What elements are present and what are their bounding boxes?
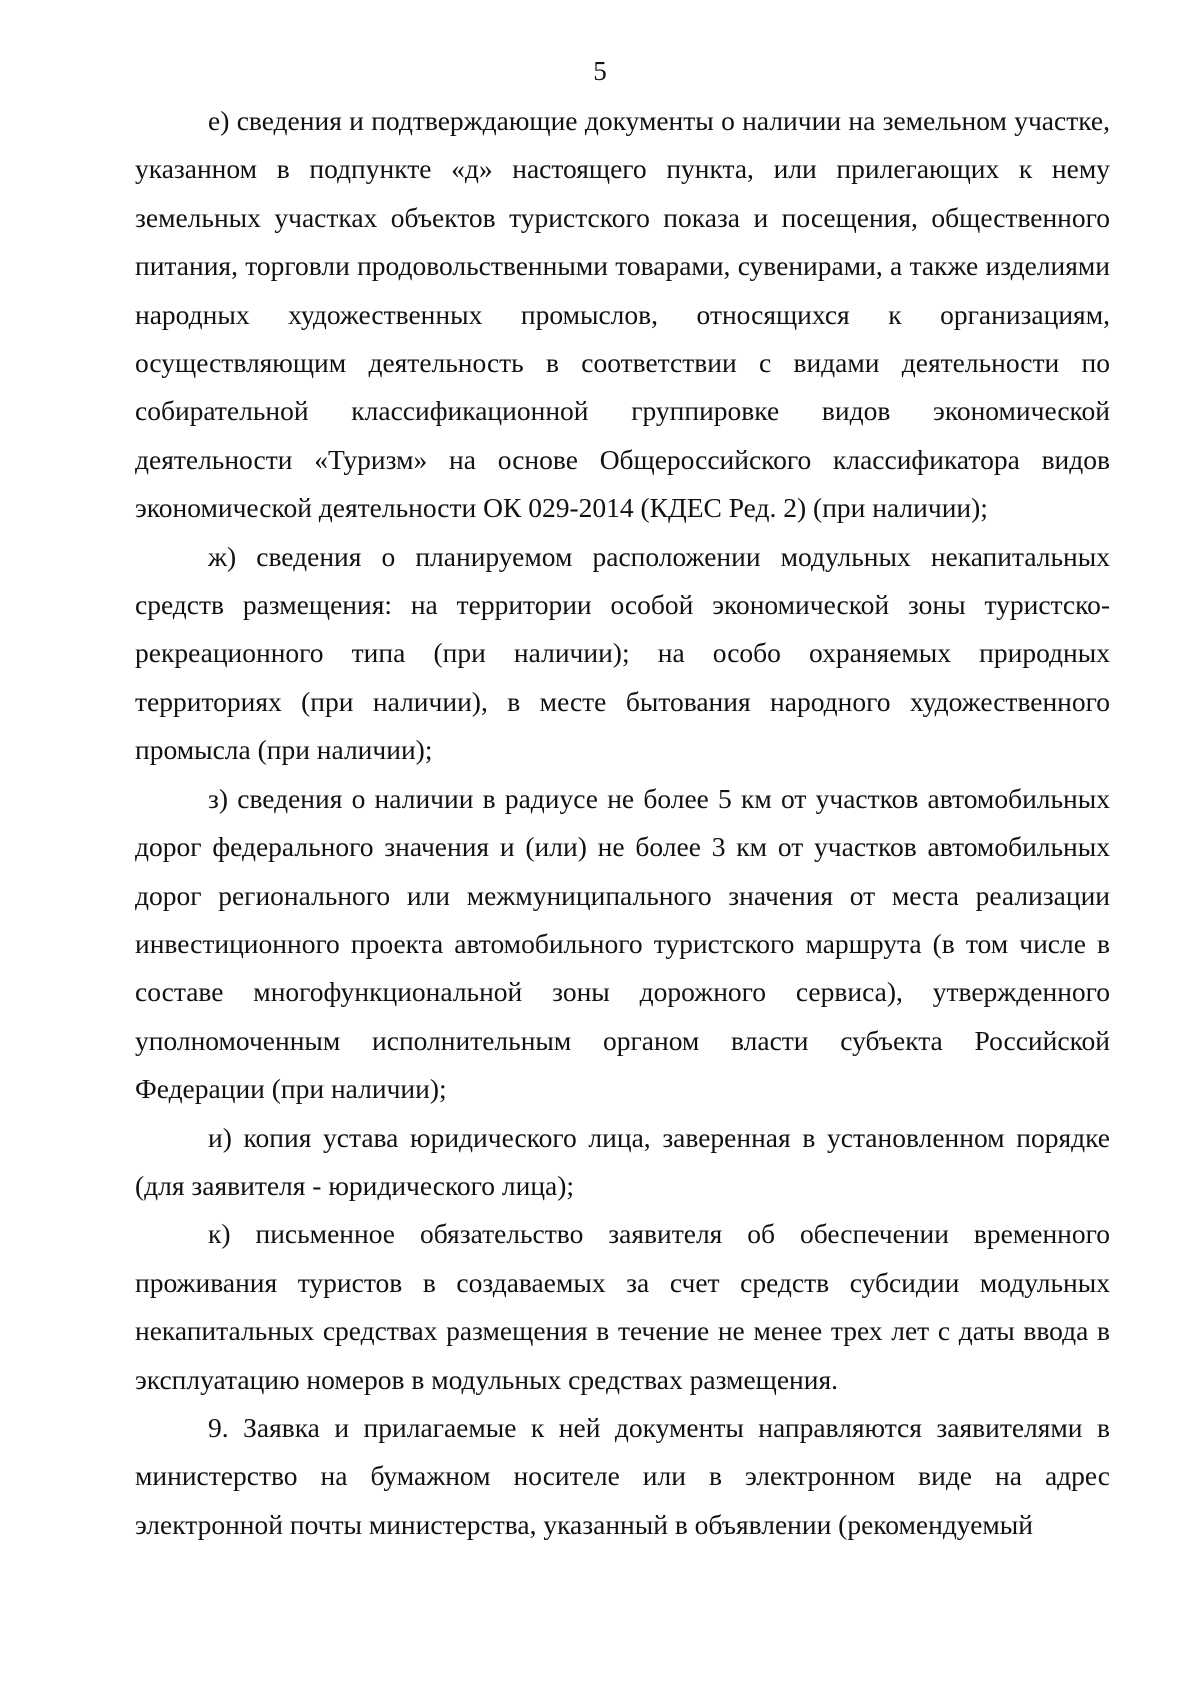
paragraph-i: и) копия устава юридического лица, заверенная в установленном порядке (для заявителя - юридического лица); [135,1121,1110,1201]
document-body [135,97,1110,1549]
paragraph-zh: ж) сведения о планируемом расположении модульных некапитальных средств размещения: на территории особой экономической зоны туристско-рекреационного типа (при наличии); на особо охраняемых природных территориях (при наличии), в месте бытования народного художественного промысла (при наличии); [135,540,1110,766]
paragraph-z: з) сведения о наличии в радиусе не более 5 км от участков автомобильных дорог федерального значения и (или) не более 3 км от участков автомобильных дорог регионального или межмуниципального значения от места реализации инвестиционного проекта автомобильного туристского маршрута (в том числе в составе многофункциональной зоны дорожного сервиса), утвержденного уполномоченным исполнительным органом власти субъекта Российской Федерации (при наличии); [135,782,1110,1105]
paragraph-9: 9. Заявка и прилагаемые к ней документы направляются заявителями в министерство на бумажном носителе или в электронном виде на адрес электронной почты министерства, указанный в объявлении (рекомендуемый [135,1411,1110,1540]
page-number: 5 [593,56,607,86]
paragraph-k: к) письменное обязательство заявителя об обеспечении временного проживания туристов в создаваемых за счет средств субсидии модульных некапитальных средствах размещения в течение не менее трех лет с даты ввода в эксплуатацию номеров в модульных средствах размещения. [135,1218,1110,1395]
paragraph-e: е) сведения и подтверждающие документы о наличии на земельном участке, указанном в подпункте «д» настоящего пункта, или прилегающих к нему земельных участках объектов туристского показа и посещения, общественного питания, торговли продовольственными товарами, сувенирами, а также изделиями народных художественных промыслов, относящихся к организациям, осуществляющим деятельность в соответствии с видами деятельности по собирательной классификационной группировке видов экономической деятельности «Туризм» на основе Общероссийского классификатора видов экономической деятельности ОК 029-2014 (КДЕС Ред. 2) (при наличии); [135,105,1110,524]
